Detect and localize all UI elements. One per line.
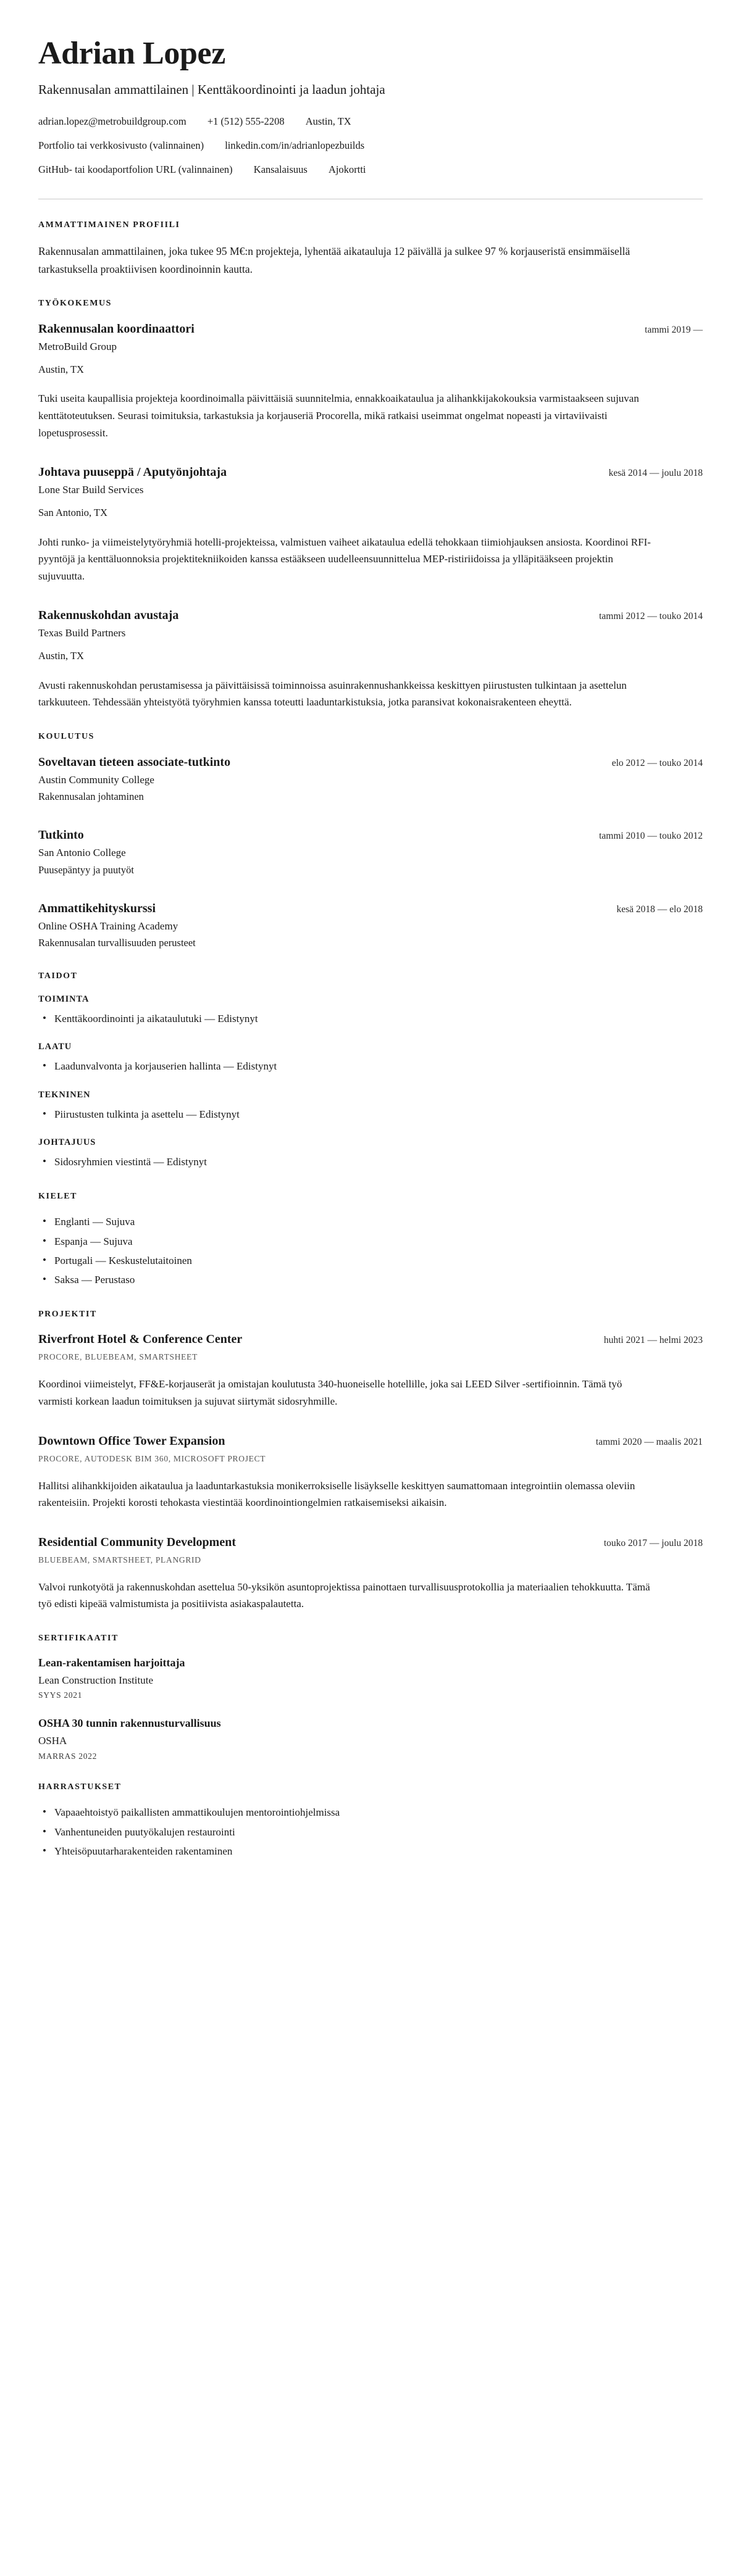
section-education bbox=[38, 732, 703, 950]
skill-item: • Piirustusten tulkinta ja asettelu — Edistynyt bbox=[38, 1107, 703, 1123]
section-hobbies bbox=[38, 1782, 703, 1860]
hobby-item: • Vanhentuneiden puutyökalujen restaurointi bbox=[38, 1824, 703, 1840]
certificate-name: OSHA 30 tunnin rakennusturvallisuus bbox=[38, 1717, 221, 1730]
certificate-date: SYYS 2021 bbox=[38, 1690, 83, 1700]
school-name: Austin Community College bbox=[38, 773, 154, 786]
job-date: tammi 2019 — bbox=[645, 324, 703, 335]
skill-item: • Kenttäkoordinointi ja aikataulutuki — Edistynyt bbox=[38, 1011, 703, 1027]
certificate-date: MARRAS 2022 bbox=[38, 1751, 98, 1761]
job-title: Johtava puuseppä / Aputyönjohtaja bbox=[38, 465, 227, 480]
contact-row-2 bbox=[38, 138, 703, 154]
hobby-item: • Yhteisöpuutarharakenteiden rakentaminen bbox=[38, 1843, 703, 1859]
section-title-skills: TAIDOT bbox=[38, 971, 78, 981]
job-description: Tuki useita kaupallisia projekteja koordinoimalla päivittäisiä suunnitelmia, ennakkoaikataulua ja alihankkijakokouksia varmistaakseen sujuvan kenttätoteutuksen. Seurasi toimituksia, tarkastuksia ja korjauseriä Procorella, mikä ratkaisi useimmat ongelmat nopeasti ja virtaviivaisti lopetusprosessit. bbox=[38, 393, 639, 439]
project-entry bbox=[38, 1332, 703, 1410]
contact-email[interactable]: adrian.lopez@metrobuildgroup.com bbox=[38, 115, 186, 128]
degree-date: elo 2012 — touko 2014 bbox=[611, 757, 703, 768]
job-description: Avusti rakennuskohdan perustamisessa ja päivittäisissä toiminnoissa asuinrakennushankkeissa keskittyen piirustusten tulkintaan ja asettelun tarkkuuteen. Tehdessään yhteistyötä työryhmien kanssa toteutti laaduntarkistuksia, jotka paransivat kokonaisrakenteen eheyttä. bbox=[38, 679, 627, 708]
degree-title: Soveltavan tieteen associate-tutkinto bbox=[38, 755, 231, 769]
study-field: Rakennusalan turvallisuuden perusteet bbox=[38, 937, 196, 949]
contact-portfolio[interactable]: Portfolio tai verkkosivusto (valinnainen) bbox=[38, 139, 204, 152]
project-description: Koordinoi viimeistelyt, FF&E-korjauserät ja omistajan koulutusta 340-huoneiselle hotellille, joka sai LEED Silver -sertifioinnin. Tämä työ varmisti korkean laadun toimituksen ja sujuvat siirtymät sidosryhmille. bbox=[38, 1378, 622, 1407]
summary-text: Rakennusalan ammattilainen, joka tukee 95 M€:n projekteja, lyhentää aikatauluja 12 päivällä ja sulkee 97 % korjauseristä ensimmäisellä tarkastuksella proaktiivisen koordinoinnin kautta. bbox=[38, 245, 630, 275]
section-certificates bbox=[38, 1634, 703, 1761]
certificate-issuer: Lean Construction Institute bbox=[38, 1674, 154, 1686]
experience-entry-head bbox=[38, 465, 703, 480]
certificate-entry bbox=[38, 1656, 703, 1700]
job-location: Austin, TX bbox=[38, 649, 84, 662]
experience-entry bbox=[38, 608, 703, 711]
certificate-name: Lean-rakentamisen harjoittaja bbox=[38, 1656, 185, 1669]
section-title-hobbies: HARRASTUKSET bbox=[38, 1782, 122, 1792]
school-name: San Antonio College bbox=[38, 847, 126, 859]
education-entry-head bbox=[38, 755, 703, 770]
experience-entry bbox=[38, 465, 703, 584]
skill-group-name: JOHTAJUUS bbox=[38, 1137, 96, 1148]
project-tech-stack: PROCORE, BLUEBEAM, SMARTSHEET bbox=[38, 1352, 198, 1362]
skill-list bbox=[38, 1058, 703, 1074]
experience-entry bbox=[38, 322, 703, 441]
skill-list bbox=[38, 1154, 703, 1170]
section-projects bbox=[38, 1310, 703, 1613]
study-field: Puusepäntyy ja puutyöt bbox=[38, 863, 134, 876]
experience-entry-head bbox=[38, 322, 703, 337]
job-location: San Antonio, TX bbox=[38, 506, 107, 518]
skill-group-name: LAATU bbox=[38, 1042, 72, 1052]
skill-item: • Laadunvalvonta ja korjauserien hallinta — Edistynyt bbox=[38, 1058, 703, 1074]
project-entry bbox=[38, 1434, 703, 1511]
contact-drivers-license: Ajokortti bbox=[328, 163, 366, 175]
section-title-projects: PROJEKTIT bbox=[38, 1309, 97, 1319]
language-item: • Portugali — Keskustelutaitoinen bbox=[38, 1253, 703, 1269]
job-company: Lone Star Build Services bbox=[38, 484, 144, 496]
skill-group-name: TOIMINTA bbox=[38, 994, 90, 1005]
skill-group bbox=[38, 1090, 703, 1123]
language-item: • Saksa — Perustaso bbox=[38, 1272, 703, 1288]
education-entry bbox=[38, 755, 703, 805]
hobby-item: • Vapaaehtoistyö paikallisten ammattikoulujen mentorointiohjelmissa bbox=[38, 1805, 703, 1821]
school-name: Online OSHA Training Academy bbox=[38, 920, 178, 932]
section-title-education: KOULUTUS bbox=[38, 731, 94, 741]
project-entry-head bbox=[38, 1434, 703, 1449]
job-company: Texas Build Partners bbox=[38, 627, 126, 639]
skill-group bbox=[38, 994, 703, 1027]
resume-header bbox=[38, 37, 703, 178]
skill-list bbox=[38, 1011, 703, 1027]
section-experience bbox=[38, 299, 703, 711]
section-title-summary: AMMATTIMAINEN PROFIILI bbox=[38, 220, 180, 230]
skill-group bbox=[38, 1137, 703, 1170]
job-date: kesä 2014 — joulu 2018 bbox=[608, 468, 703, 479]
contact-phone[interactable]: +1 (512) 555-2208 bbox=[207, 115, 285, 128]
language-item: • Espanja — Sujuva bbox=[38, 1234, 703, 1250]
project-name: Downtown Office Tower Expansion bbox=[38, 1434, 225, 1448]
job-title: Rakennuskohdan avustaja bbox=[38, 609, 179, 623]
language-list bbox=[38, 1214, 703, 1288]
degree-date: tammi 2010 — touko 2012 bbox=[599, 831, 703, 842]
section-title-certificates: SERTIFIKAATIT bbox=[38, 1633, 119, 1643]
project-tech-stack: PROCORE, AUTODESK BIM 360, MICROSOFT PROJECT bbox=[38, 1453, 266, 1463]
hobby-list bbox=[38, 1805, 703, 1859]
project-description: Valvoi runkotyötä ja rakennuskohdan asettelua 50-yksikön asuntoprojektissa painottaen turvallisuusprotokollia ja materiaalien tehokkuutta. Tämä työ edisti kipeää valmistumista ja positiivista asiakaspalautetta. bbox=[38, 1581, 650, 1610]
candidate-headline: Rakennusalan ammattilainen | Kenttäkoordinointi ja laadun johtaja bbox=[38, 82, 385, 98]
education-entry bbox=[38, 901, 703, 951]
section-title-experience: TYÖKOKEMUS bbox=[38, 299, 112, 309]
degree-title: Ammattikehityskurssi bbox=[38, 901, 156, 915]
skill-item: • Sidosryhmien viestintä — Edistynyt bbox=[38, 1154, 703, 1170]
candidate-name: Adrian Lopez bbox=[38, 36, 225, 71]
job-company: MetroBuild Group bbox=[38, 340, 117, 352]
project-entry bbox=[38, 1535, 703, 1613]
education-entry bbox=[38, 828, 703, 878]
section-summary bbox=[38, 220, 703, 278]
contact-row-1 bbox=[38, 114, 703, 130]
certificate-entry bbox=[38, 1716, 703, 1761]
job-description: Johti runko- ja viimeistelytyöryhmiä hotelli-projekteissa, valmistuen vaiheet aikataulua edellä tehokkaan tiimiohjauksen ansiosta. Koordinoi RFI-pyyntöjä ja kenttäluonnoksia projektitekniikoiden kanssa estääkseen uudelleensuunnittelua MEP-ristiriidoissa ja ylläpitääkseen projektin sujuvuutta. bbox=[38, 536, 651, 582]
contact-linkedin[interactable]: linkedin.com/in/adrianlopezbuilds bbox=[225, 139, 365, 152]
section-languages bbox=[38, 1192, 703, 1289]
skill-list bbox=[38, 1107, 703, 1123]
project-tech-stack: BLUEBEAM, SMARTSHEET, PLANGRID bbox=[38, 1555, 201, 1564]
skill-group-name: TEKNINEN bbox=[38, 1089, 91, 1100]
skill-group bbox=[38, 1042, 703, 1074]
project-entry-head bbox=[38, 1332, 703, 1347]
education-entry-head bbox=[38, 828, 703, 843]
degree-date: kesä 2018 — elo 2018 bbox=[616, 904, 703, 915]
language-item: • Englanti — Sujuva bbox=[38, 1214, 703, 1230]
project-description: Hallitsi alihankkijoiden aikataulua ja laaduntarkastuksia monikerroksiselle lisäykselle keskittyen saumattomaan integrointiin olemassa oleviin rakenteisiin. Projekti korosti tehokasta viestintää koordinointiongelmien ratkaisemiseksi aikaisin. bbox=[38, 1479, 635, 1509]
project-date: touko 2017 — joulu 2018 bbox=[603, 1537, 703, 1548]
project-date: huhti 2021 — helmi 2023 bbox=[603, 1335, 703, 1346]
contact-location: Austin, TX bbox=[305, 115, 351, 128]
project-entry-head bbox=[38, 1535, 703, 1550]
section-skills bbox=[38, 971, 703, 1170]
job-title: Rakennusalan koordinaattori bbox=[38, 322, 195, 336]
degree-title: Tutkinto bbox=[38, 828, 84, 842]
project-date: tammi 2020 — maalis 2021 bbox=[595, 1436, 703, 1447]
job-date: tammi 2012 — touko 2014 bbox=[599, 611, 703, 622]
contact-row-3 bbox=[38, 162, 703, 178]
certificate-issuer: OSHA bbox=[38, 1734, 67, 1747]
contact-github[interactable]: GitHub- tai koodaportfolion URL (valinnainen) bbox=[38, 163, 233, 175]
project-name: Riverfront Hotel & Conference Center bbox=[38, 1332, 243, 1347]
contact-citizenship: Kansalaisuus bbox=[253, 163, 308, 175]
project-name: Residential Community Development bbox=[38, 1535, 236, 1549]
education-entry-head bbox=[38, 901, 703, 916]
section-title-languages: KIELET bbox=[38, 1191, 77, 1201]
study-field: Rakennusalan johtaminen bbox=[38, 791, 144, 803]
job-location: Austin, TX bbox=[38, 363, 84, 375]
experience-entry-head bbox=[38, 608, 703, 623]
resume-sheet bbox=[38, 37, 703, 1859]
